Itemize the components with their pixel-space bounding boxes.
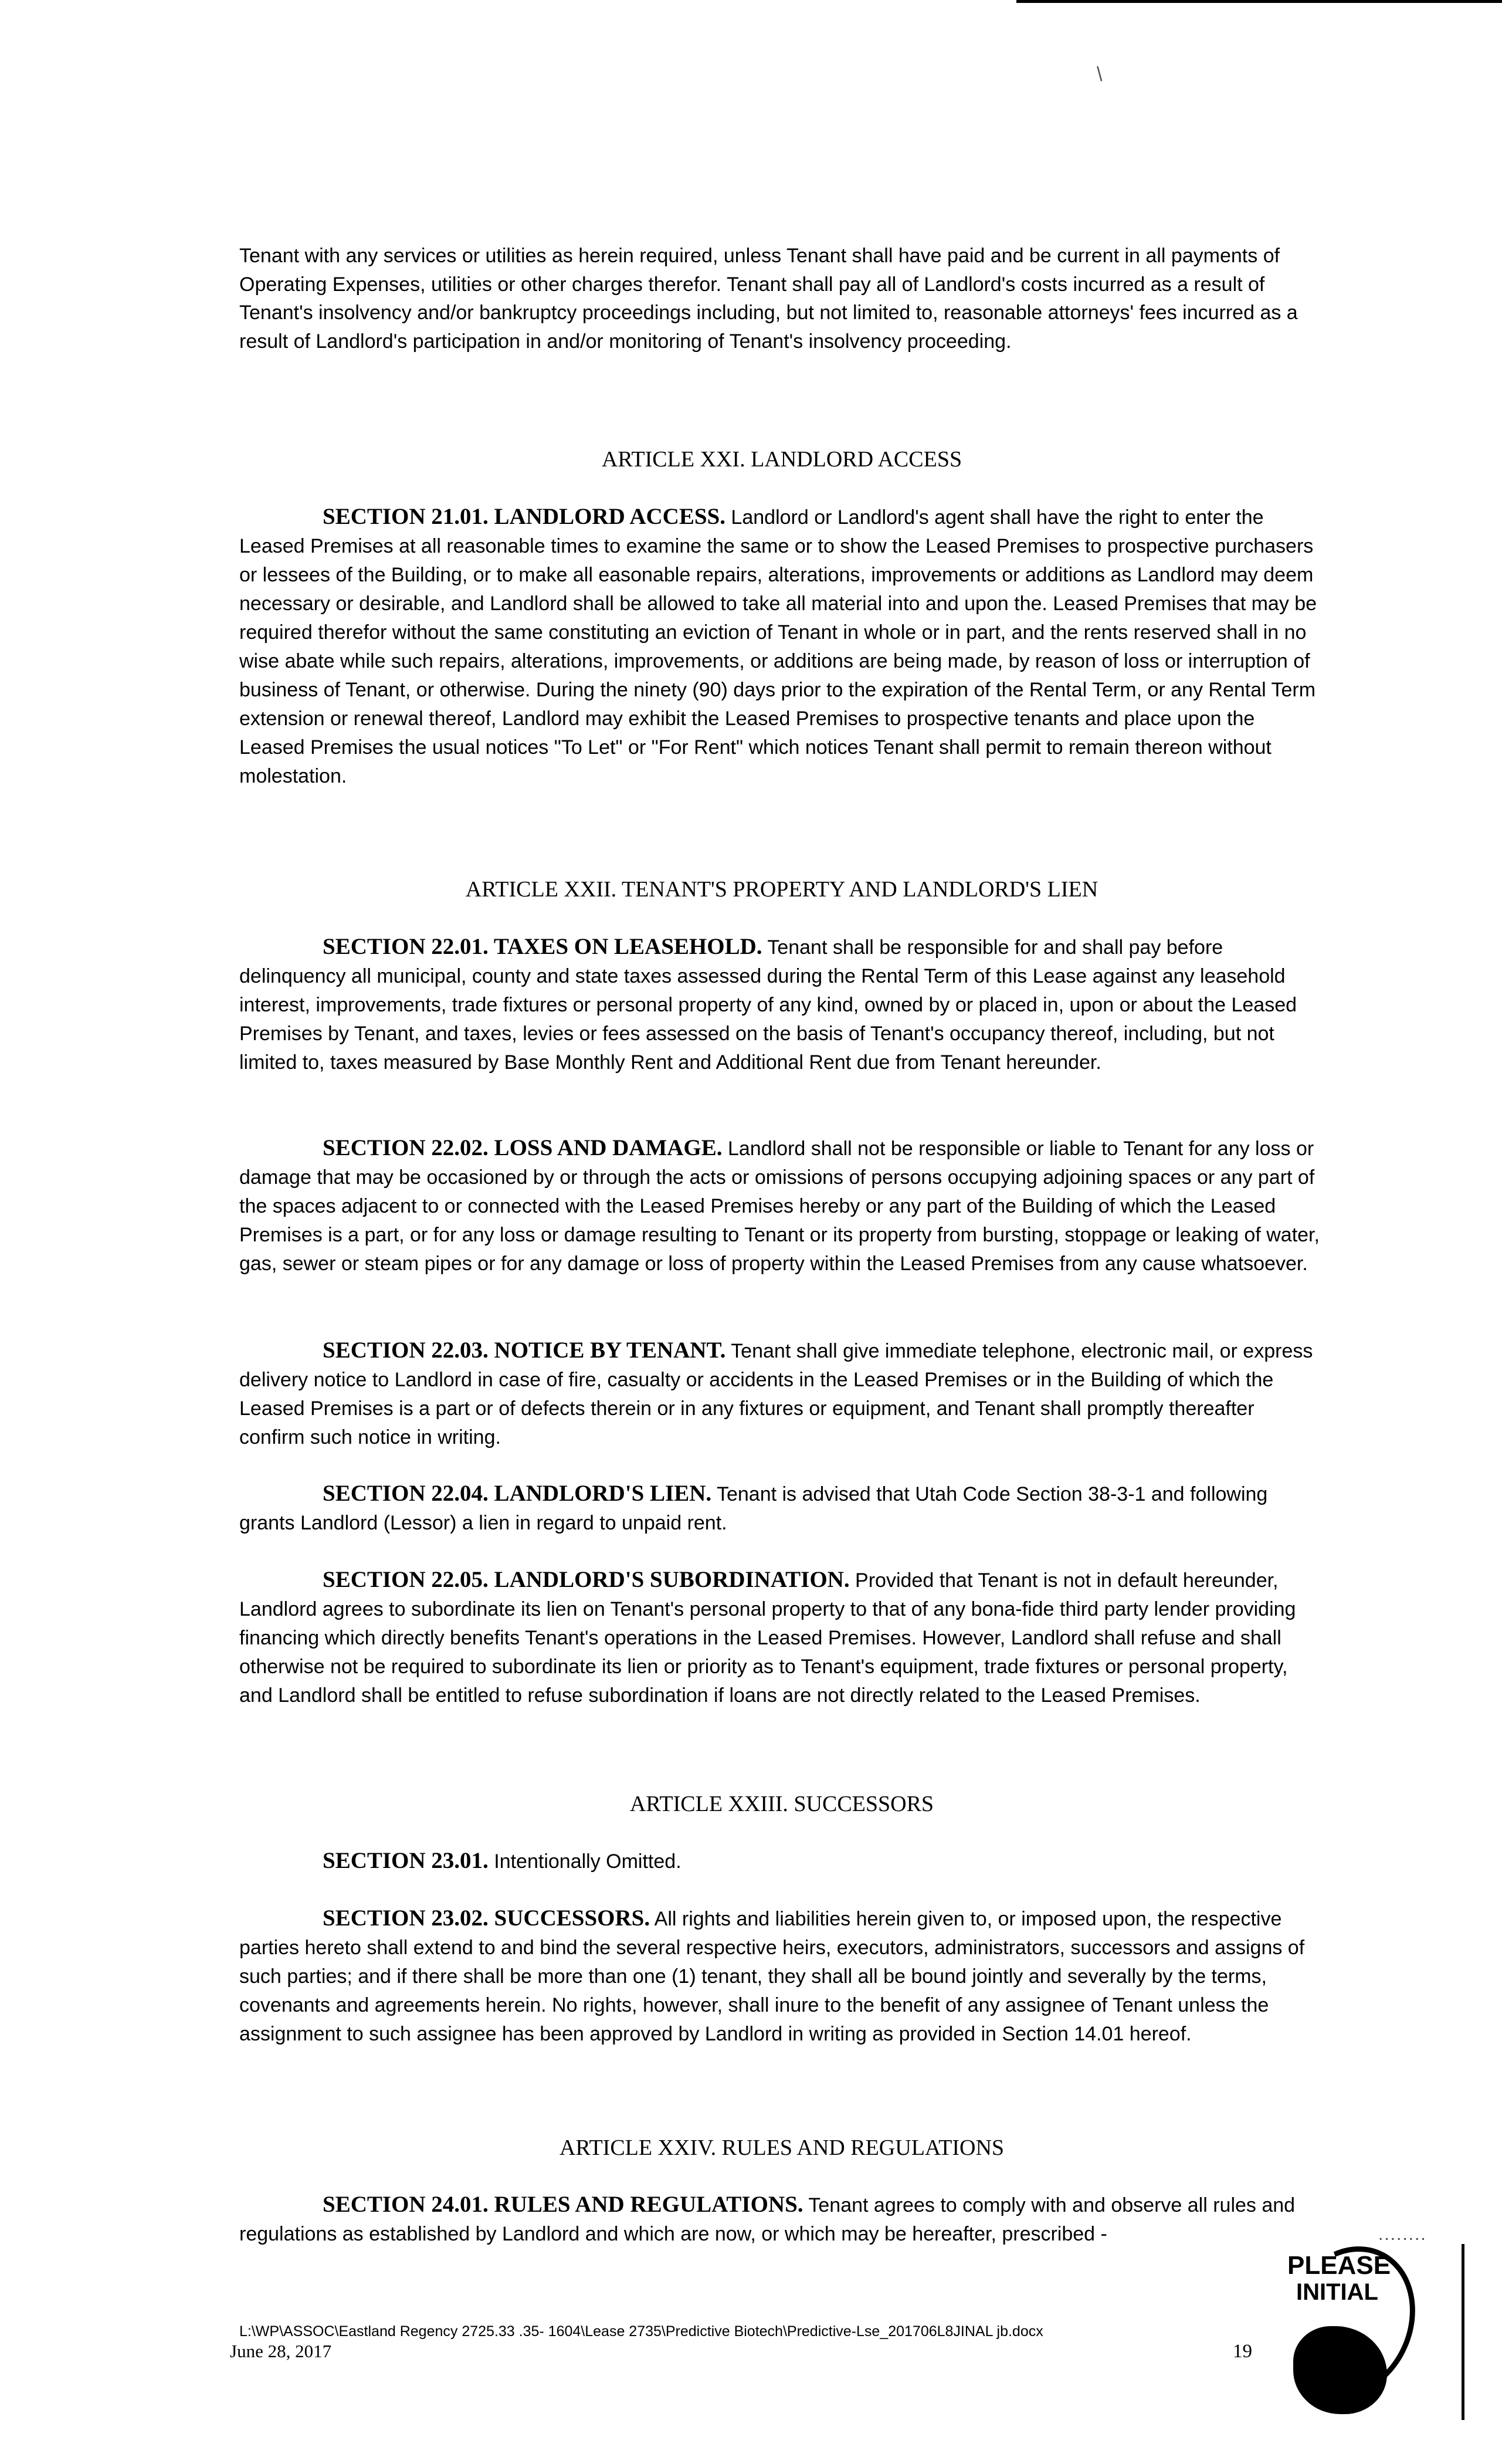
- section-22-03-body: Tenant shall give immediate telephone, electronic mail, or express delivery notice to Landlord in case of fire, casualty or accidents in the Leased Premises or in the Building of which the Leased Premises is a part or of defects therein or in any fixtures or equipment, and Tenant shall promptly thereafter confirm such notice in writing.: [239, 1340, 1313, 1448]
- section-21-01-body: Landlord or Landlord's agent shall have the right to enter the Leased Premises at all reasonable times to examine the same or to show the Leased Premises to prospective purchasers or lessees of the Building, or to make all easonable repairs, alterations, improvements or additions as Landlord may deem necessary or desirable, and Landlord shall be allowed to take all material into and upon the. Leased Premises that may be required therefor without the same constituting an eviction of Tenant in whole or in part, and the rents reserved shall in no wise abate while such repairs, alterations, improvements, or additions are being made, by reason of loss or interruption of business of Tenant, or otherwise. During the ninety (90) days prior to the expiration of the Rental Term, or any Rental Term extension or renewal thereof, Landlord may exhibit the Leased Premises to prospective tenants and place upon the Leased Premises the usual notices "To Let" or "For Rent" which notices Tenant shall permit to remain thereon without molestation.: [239, 506, 1317, 787]
- footer-file-path: L:\WP\ASSOC\Eastland Regency 2725.33 .35- 1604\Lease 2735\Predictive Biotech\Predictive-Lse_201706L8JINAL jb.docx: [239, 2323, 1043, 2340]
- section-22-02: [239, 1133, 1324, 1278]
- article-23-heading: ARTICLE XXIII. SUCCESSORS: [629, 1792, 934, 1816]
- section-22-01-body: Tenant shall be responsible for and shall pay before delinquency all municipal, county and state taxes assessed during the Rental Term of this Lease against any leasehold interest, improvements, trade fixtures or personal property of any kind, owned by or placed in, upon or about the Leased Premises by Tenant, and taxes, levies or fees assessed on the basis of Tenant's occupancy thereof, including, but not limited to, taxes measured by Base Monthly Rent and Additional Rent due from Tenant hereunder.: [239, 936, 1297, 1074]
- section-24-01: [239, 2190, 1324, 2249]
- section-21-01: [239, 502, 1324, 791]
- section-23-01-title: SECTION 23.01.: [323, 1848, 489, 1873]
- stamp-line-initial: INITIAL: [1296, 2279, 1378, 2305]
- section-22-04: [239, 1479, 1324, 1538]
- please-initial-stamp: [1287, 2232, 1463, 2426]
- section-22-03: [239, 1336, 1324, 1452]
- section-24-01-title: SECTION 24.01. RULES AND REGULATIONS.: [323, 2192, 803, 2217]
- stamp-margin-bar: [1462, 2244, 1464, 2420]
- section-23-02-title: SECTION 23.02. SUCCESSORS.: [323, 1905, 650, 1931]
- article-21-heading: ARTICLE XXI. LANDLORD ACCESS: [601, 447, 962, 472]
- top-rule: [1016, 0, 1502, 3]
- section-22-02-title: SECTION 22.02. LOSS AND DAMAGE.: [323, 1135, 723, 1160]
- section-23-02: [239, 1904, 1324, 2049]
- section-21-01-title: SECTION 21.01. LANDLORD ACCESS.: [323, 504, 725, 529]
- section-22-02-body: Landlord shall not be responsible or liable to Tenant for any loss or damage that may be occasioned by or through the acts or omissions of persons occupying adjoining spaces or any part of the spaces adjacent to or connected with the Leased Premises hereby or any part of the Building of which the Leased Premises is a part, or for any loss or damage resulting to Tenant or its property from bursting, stoppage or leaking of water, gas, sewer or steam pipes or for any damage or loss of property within the Leased Premises from any cause whatsoever.: [239, 1138, 1320, 1275]
- stray-mark: \: [1097, 63, 1103, 86]
- intro-paragraph: Tenant with any services or utilities as herein required, unless Tenant shall have paid and be current in all payments of Operating Expenses, utilities or other charges therefor. Tenant shall pay all of Landlord's costs incurred as a result of Tenant's insolvency and/or bankruptcy proceedings including, but not limited to, reasonable attorneys' fees incurred as a result of Landlord's participation in and/or monitoring of Tenant's insolvency proceeding.: [239, 245, 1298, 353]
- section-22-05-body: Provided that Tenant is not in default hereunder, Landlord agrees to subordinate its lien on Tenant's personal property to that of any bona-fide third party lender providing financing which directly benefits Tenant's operations in the Leased Premises. However, Landlord shall refuse and shall otherwise not be required to subordinate its lien or priority as to Tenant's equipment, trade fixtures or personal property, and Landlord shall be entitled to refuse subordination if loans are not directly related to the Leased Premises.: [239, 1569, 1296, 1707]
- section-22-03-title: SECTION 22.03. NOTICE BY TENANT.: [323, 1338, 726, 1363]
- section-22-01: [239, 932, 1324, 1077]
- section-23-02-body: All rights and liabilities herein given to, or imposed upon, the respective parties hereto shall extend to and bind the several respective heirs, executors, administrators, successors and assigns of such parties; and if there shall be more than one (1) tenant, they shall all be bound jointly and severally by the terms, covenants and agreements herein. No rights, however, shall inure to the benefit of any assignee of Tenant unless the assignment to such assignee has been approved by Landlord in writing as provided in Section 14.01 hereof.: [239, 1908, 1305, 2045]
- section-23-01: [239, 1846, 1324, 1876]
- section-24-01-body: Tenant agrees to comply with and observe all rules and regulations as established by Landlord and which are now, or which may be hereafter, prescribed -: [239, 2194, 1296, 2245]
- section-22-04-body: Tenant is advised that Utah Code Section 38-3-1 and following grants Landlord (Lessor) a lien in regard to unpaid rent.: [239, 1483, 1268, 1534]
- section-22-05: [239, 1565, 1324, 1710]
- section-22-04-title: SECTION 22.04. LANDLORD'S LIEN.: [323, 1481, 712, 1506]
- section-22-01-title: SECTION 22.01. TAXES ON LEASEHOLD.: [323, 934, 762, 959]
- section-23-01-body: Intentionally Omitted.: [488, 1850, 682, 1873]
- article-24-heading: ARTICLE XXIV. RULES AND REGULATIONS: [559, 2135, 1005, 2160]
- page-number: 19: [1233, 2341, 1252, 2362]
- stamp-line-please: PLEASE: [1287, 2251, 1391, 2280]
- article-22-heading: ARTICLE XXII. TENANT'S PROPERTY AND LANDLORD'S LIEN: [465, 877, 1098, 902]
- footer-date: June 28, 2017: [230, 2341, 332, 2361]
- initial-dots: ........: [1378, 2225, 1427, 2244]
- section-22-05-title: SECTION 22.05. LANDLORD'S SUBORDINATION.: [323, 1567, 850, 1592]
